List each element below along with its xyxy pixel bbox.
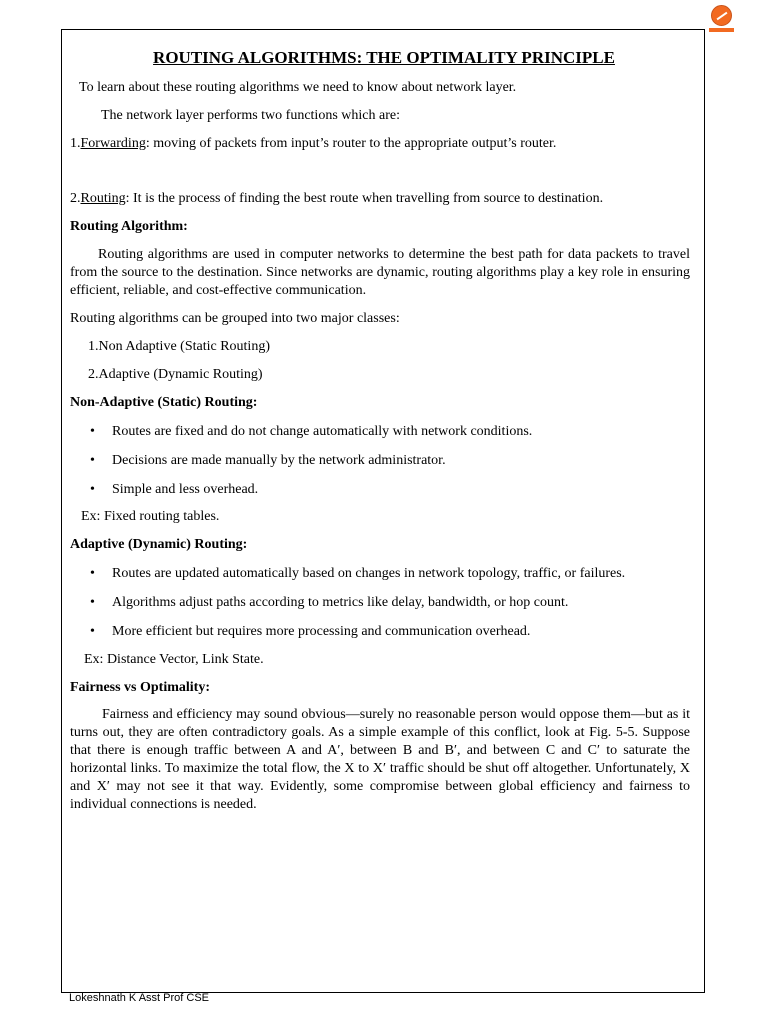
- non-adaptive-heading: Non-Adaptive (Static) Routing:: [70, 395, 258, 410]
- bullet-icon: •: [90, 595, 95, 610]
- bullet-icon: •: [90, 482, 95, 497]
- page-title: ROUTING ALGORITHMS: THE OPTIMALITY PRINCIPLE: [153, 48, 615, 67]
- list-item: Simple and less overhead.: [112, 482, 259, 497]
- logo-emblem-icon: [711, 5, 732, 26]
- routing-number: 2.: [70, 191, 81, 206]
- routing-algorithm-paragraph: Routing algorithms are used in computer networks to determine the best path for data packets to travel from the source to the destination. Since networks are dynamic, routing algorithms play a key role in ensuring efficient, reliable, and cost-effective communication.: [70, 247, 690, 298]
- non-adaptive-example: Ex: Fixed routing tables.: [81, 509, 220, 524]
- list-item: Routes are updated automatically based on changes in network topology, traffic, or failures.: [112, 566, 626, 581]
- list-item: Routes are fixed and do not change automatically with network conditions.: [112, 424, 533, 439]
- list-item: More efficient but requires more processing and communication overhead.: [112, 624, 531, 639]
- class-item-adaptive: 2.Adaptive (Dynamic Routing): [88, 367, 263, 382]
- bullet-icon: •: [90, 624, 95, 639]
- list-item: Algorithms adjust paths according to metrics like delay, bandwidth, or hop count.: [112, 595, 569, 610]
- forwarding-definition: : moving of packets from input’s router to the appropriate output’s router.: [145, 136, 557, 151]
- forwarding-item: [70, 135, 556, 153]
- forwarding-term: Forwarding: [80, 136, 146, 151]
- college-logo: [709, 4, 734, 32]
- intro-functions-text: The network layer performs two functions which are:: [101, 108, 400, 123]
- bullet-icon: •: [90, 453, 95, 468]
- adaptive-example: Ex: Distance Vector, Link State.: [84, 652, 264, 667]
- fairness-heading: Fairness vs Optimality:: [70, 680, 210, 695]
- class-item-non-adaptive: 1.Non Adaptive (Static Routing): [88, 339, 270, 354]
- bullet-icon: •: [90, 566, 95, 581]
- routing-term: Routing: [80, 191, 126, 206]
- list-item: Decisions are made manually by the network administrator.: [112, 453, 446, 468]
- classes-intro: Routing algorithms can be grouped into two major classes:: [70, 311, 400, 326]
- adaptive-heading: Adaptive (Dynamic) Routing:: [70, 537, 248, 552]
- routing-item: [70, 190, 603, 208]
- bullet-icon: •: [90, 424, 95, 439]
- forwarding-number: 1.: [70, 136, 81, 151]
- routing-definition: : It is the process of finding the best route when travelling from source to destination.: [125, 191, 604, 206]
- routing-algorithm-heading: Routing Algorithm:: [70, 219, 188, 234]
- logo-banner: [709, 28, 734, 32]
- fairness-paragraph: Fairness and efficiency may sound obvious—surely no reasonable person would oppose them—but as it turns out, they are often contradictory goals. As a simple example of this conflict, look at Fig. 5-5. Suppose that there is enough traffic between A and A′, between B and B′, and between C and C′ to saturate the horizontal links. To maximize the total flow, the X to X′ traffic should be shut off altogether. Unfortunately, X and X′ may not see it that way. Evidently, some compromise between global efficiency and fairness to individual connections is needed.: [70, 707, 690, 812]
- page-footer: Lokeshnath K Asst Prof CSE: [69, 992, 210, 1004]
- intro-text: To learn about these routing algorithms we need to know about network layer.: [79, 80, 517, 95]
